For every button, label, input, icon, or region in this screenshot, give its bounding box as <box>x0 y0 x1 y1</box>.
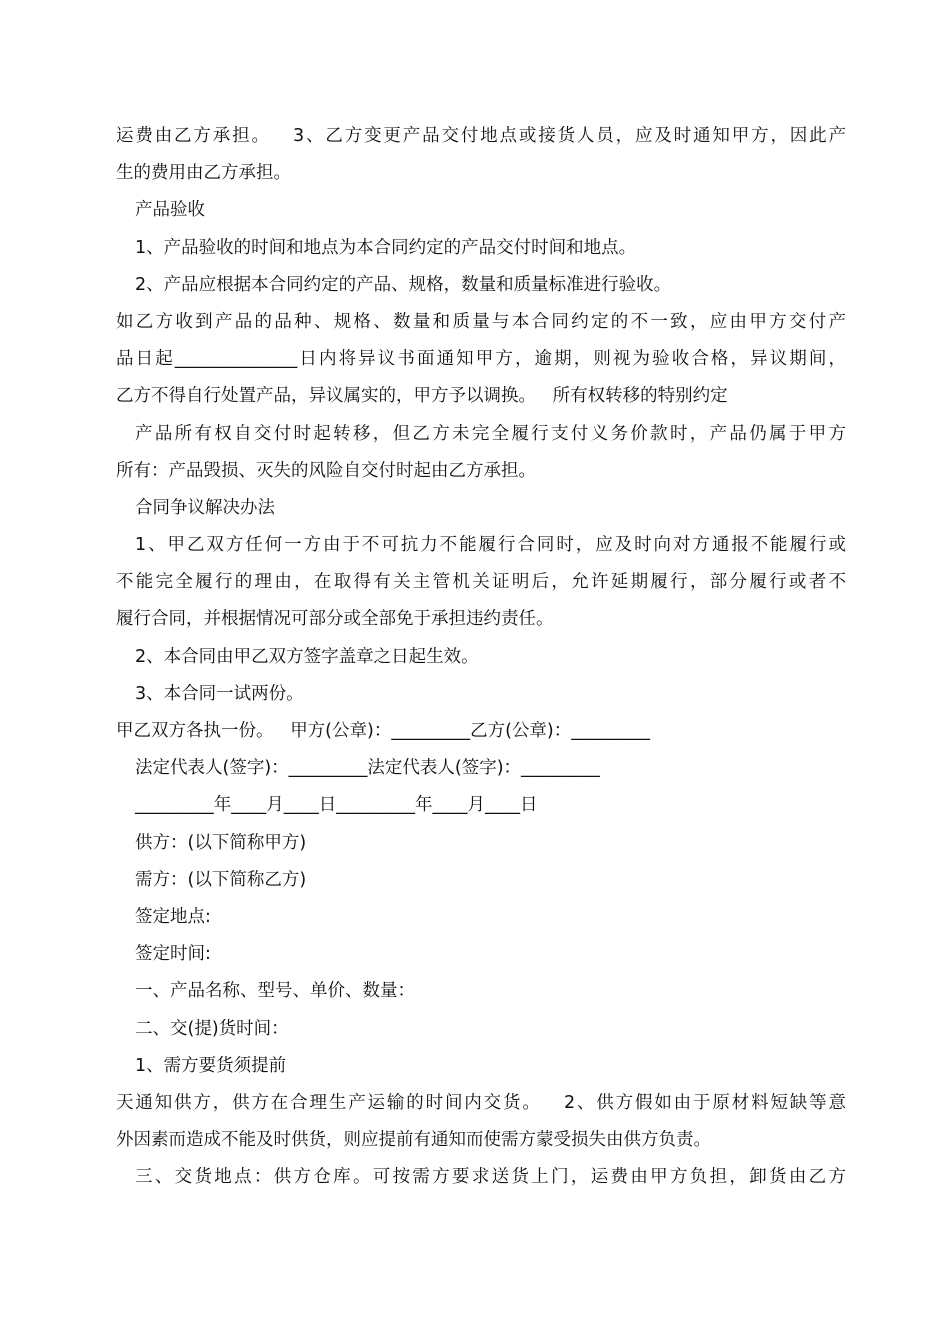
text-line: 签定时间: <box>135 944 211 965</box>
section-heading: 一、产品名称、型号、单价、数量： <box>135 981 415 1002</box>
text-line: 2、本合同由甲乙双方签字盖章之日起生效。 <box>135 646 479 667</box>
text-line: 2、产品应根据本合同约定的产品、规格，数量和质量标准进行验收。 <box>135 274 672 295</box>
section-heading: 合同争议解决办法 <box>135 497 275 518</box>
section-heading: 二、交(提)货时间： <box>135 1018 289 1039</box>
text-line: 3、本合同一试两份。 <box>135 683 304 704</box>
signature-line: 甲乙双方各执一份。 甲方(公章)：_________乙方(公章)：_________ <box>116 721 650 741</box>
text-line: 生的费用由乙方承担。 <box>116 163 291 184</box>
section-heading: 产品验收 <box>135 200 205 221</box>
text-line: 供方：(以下简称甲方) <box>135 832 307 853</box>
text-line: 品日起______________日内将异议书面通知甲方，逾期，则视为验收合格，异议期间， <box>116 349 846 370</box>
text-line: 1、需方要货须提前 <box>135 1055 287 1076</box>
text-line: 运费由乙方承担。 3、乙方变更产品交付地点或接货人员，应及时通知甲方，因此产 <box>116 126 846 146</box>
section-heading: 三、交货地点：供方仓库。可按需方要求送货上门，运费由甲方负担，卸货由乙方 <box>135 1167 846 1188</box>
text-line: 签定地点: <box>135 906 211 927</box>
date-line: _________年____月____日_________年____月____日 <box>135 795 538 816</box>
document-body <box>116 118 846 1196</box>
text-line: 乙方不得自行处置产品，异议属实的，甲方予以调换。 所有权转移的特别约定 <box>116 386 728 407</box>
text-line: 履行合同，并根据情况可部分或全部免于承担违约责任。 <box>116 609 554 630</box>
text-line: 需方：(以下简称乙方) <box>135 869 307 890</box>
text-line: 1、产品验收的时间和地点为本合同约定的产品交付时间和地点。 <box>135 237 637 258</box>
signature-line: 法定代表人(签字)：_________法定代表人(签字)：_________ <box>135 758 600 779</box>
text-line: 所有：产品毁损、灭失的风险自交付时起由乙方承担。 <box>116 460 536 481</box>
text-line: 天通知供方，供方在合理生产运输的时间内交货。 2、供方假如由于原材料短缺等意 <box>116 1092 846 1113</box>
text-line: 外因素而造成不能及时供货，则应提前有通知而使需方蒙受损失由供方负责。 <box>116 1130 711 1151</box>
text-line: 如乙方收到产品的品种、规格、数量和质量与本合同约定的不一致，应由甲方交付产 <box>116 311 846 332</box>
text-line: 产品所有权自交付时起转移，但乙方未完全履行支付义务价款时，产品仍属于甲方 <box>135 423 846 444</box>
text-line: 不能完全履行的理由，在取得有关主管机关证明后，允许延期履行，部分履行或者不 <box>116 572 846 593</box>
text-line: 1、甲乙双方任何一方由于不可抗力不能履行合同时，应及时向对方通报不能履行或 <box>135 535 846 556</box>
